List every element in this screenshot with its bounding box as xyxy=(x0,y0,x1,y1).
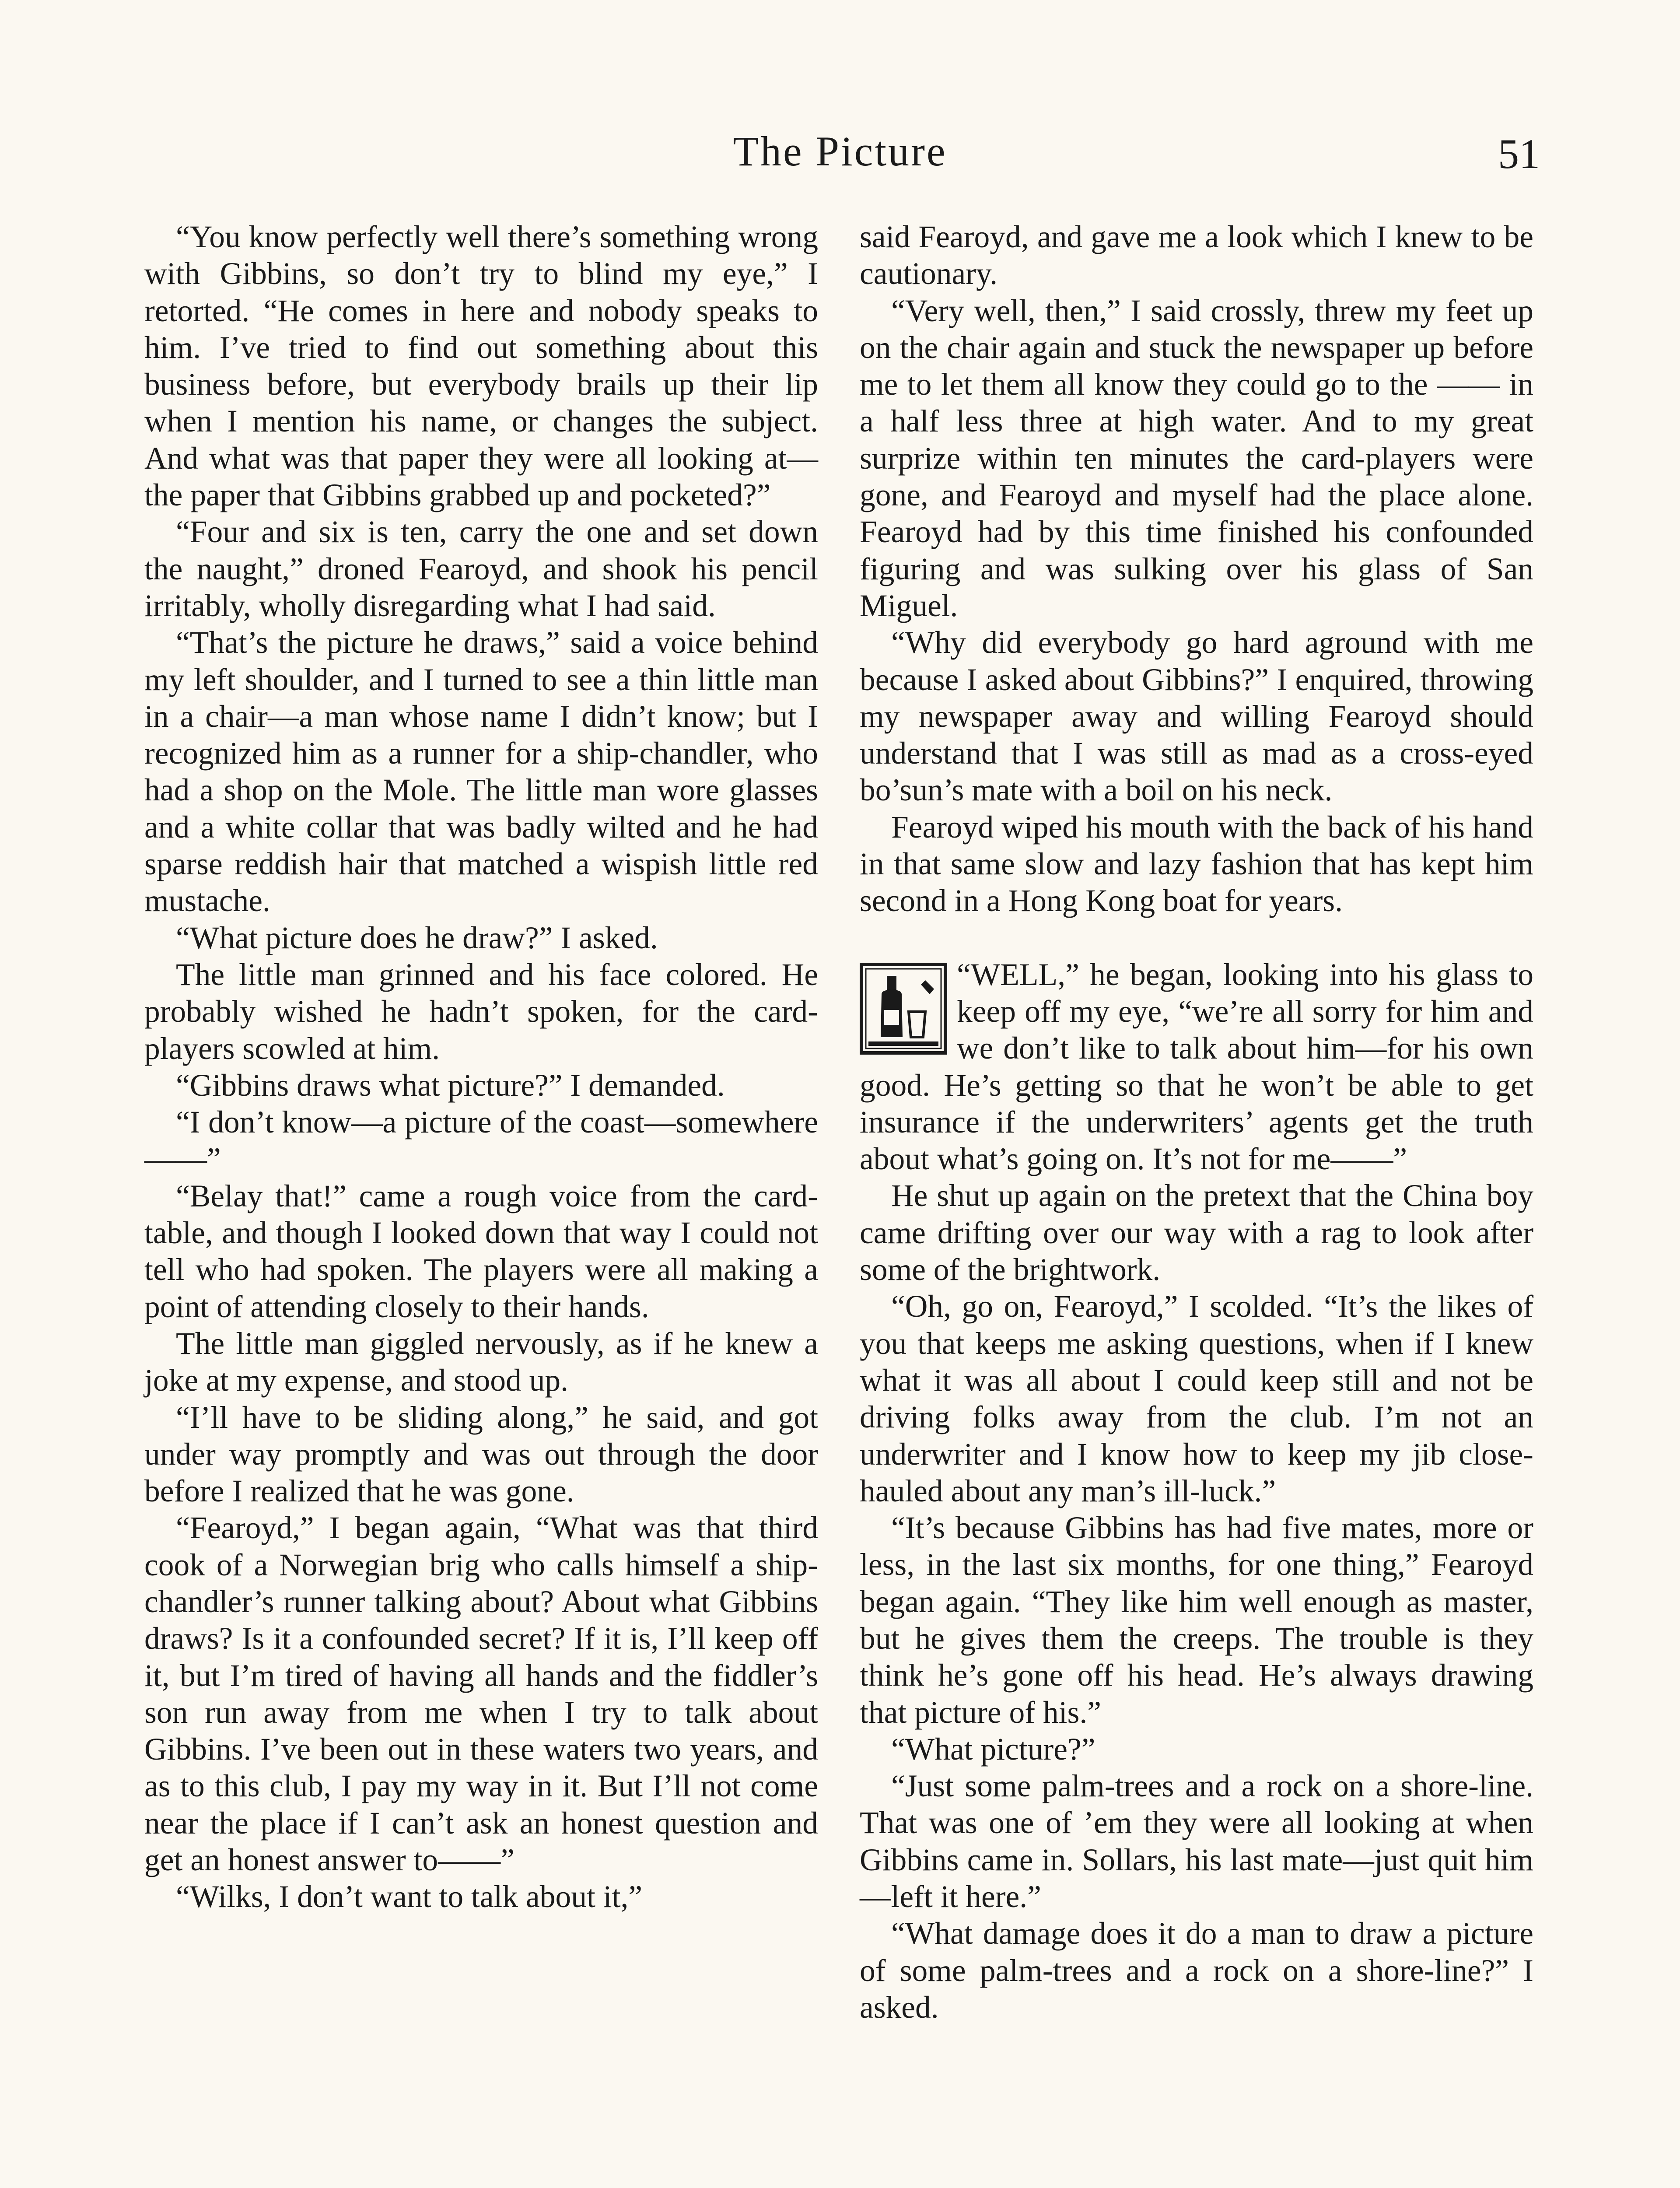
paragraph: “I’ll have to be sliding along,” he said, and got under way promptly and was out through the door before I realized that he was gone. xyxy=(144,1400,818,1509)
paragraph: “Just some palm-trees and a rock on a shore-line. That was one of ’em they were all looking at when Gibbins came in. Sollars, his last mate—just quit him—left it here.” xyxy=(860,1769,1533,1914)
paragraph: “Very well, then,” I said crossly, threw my feet up on the chair again and stuck the newspaper up before me to let them all know they could go to the —— in a half less three at high water. And to my great surprize within ten minutes the card-players were gone, and Fearoyd and myself had the place alone. Fearoyd had by this time finished his confounded figuring and was sulking over his glass of San Miguel. xyxy=(860,293,1533,623)
paragraph: “That’s the picture he draws,” said a voice behind my left shoulder, and I turned to see a thin little man in a chair—a man whose name I didn’t know; but I recognized him as a runner for a ship-chandler, who had a shop on the Mole. The little man wore glasses and a white collar that was badly wilted and he had sparse reddish hair that matched a wispish little red mustache. xyxy=(144,625,818,919)
paragraph: “I don’t know—a picture of the coast—somewhere——” xyxy=(144,1105,818,1177)
paragraph: “Fearoyd,” I began again, “What was that third cook of a Norwegian brig who calls himself a ship-chandler’s runner talking about? About what Gibbins draws? Is it a confounded secret? If it is, I’ll keep off it, but I’m tired of having all hands and the fiddler’s son run away from me when I try to talk about Gibbins. I’ve been out in these waters two years, and as to this club, I pay my way in it. But I’ll not come near the place if I can’t ask an honest question and get an honest answer to——” xyxy=(144,1511,818,1878)
paragraph: “Wilks, I don’t want to talk about it,” xyxy=(176,1879,643,1914)
paragraph: The little man giggled nervously, as if he knew a joke at my expense, and stood up. xyxy=(144,1326,818,1398)
section-break xyxy=(860,920,1533,957)
paragraph: “Four and six is ten, carry the one and set down the naught,” droned Fearoyd, and shook his pencil irritably, wholly disregarding what I had said. xyxy=(144,515,818,623)
paragraph: The little man grinned and his face colored. He probably wished he hadn’t spoken, for the card-players scowled at him. xyxy=(144,957,818,1066)
paragraph: “It’s because Gibbins has had five mates, more or less, in the last six months, for one thing,” Fearoyd began again. “They like him well enough as master, but he gives them the creeps. The trouble is they think he’s gone off his head. He’s always drawing that picture of his.” xyxy=(860,1511,1533,1730)
paragraph-continued: said Fearoyd, and gave me a look which I knew to be cautionary. xyxy=(860,220,1533,291)
paragraph: “Belay that!” came a rough voice from the card-table, and though I looked down that way I could not tell who had spoken. The players were all making a point of attending closely to their hands. xyxy=(144,1178,818,1324)
right-column xyxy=(860,219,1533,2026)
paragraph: He shut up again on the pretext that the China boy came drifting over our way with a rag to look after some of the brightwork. xyxy=(860,1178,1533,1287)
paragraph: Fearoyd wiped his mouth with the back of his hand in that same slow and lazy fashion that has kept him second in a Hong Kong boat for years. xyxy=(860,810,1533,919)
paragraph: “Why did everybody go hard aground with me because I asked about Gibbins?” I enquired, throwing my newspaper away and willing Fearoyd should understand that I was still as mad as a cross-eyed bo’sun’s mate with a boil on his neck. xyxy=(860,625,1533,808)
running-head: The Picture xyxy=(733,128,947,175)
paragraph: “Oh, go on, Fearoyd,” I scolded. “It’s the likes of you that keeps me asking questions, when if I knew what it was all about I could keep still and not be driving folks away from the club. I’m not an underwriter and I know how to keep my jib close-hauled about any man’s ill-luck.” xyxy=(860,1289,1533,1508)
page-header xyxy=(0,127,1680,188)
left-column xyxy=(144,219,818,1916)
paragraph: “Gibbins draws what picture?” I demanded. xyxy=(176,1068,725,1103)
page-number: 51 xyxy=(1498,130,1540,177)
bottle-and-glass-icon xyxy=(860,963,947,1055)
paragraph: “What picture?” xyxy=(891,1732,1096,1767)
paragraph: “What damage does it do a man to draw a picture of some palm-trees and a rock on a shore-line?” I asked. xyxy=(860,1916,1533,2025)
paragraph: “What picture does he draw?” I asked. xyxy=(176,920,658,955)
paragraph-drop-ornament: “WELL,” he began, looking into his glass to keep off my eye, “we’re all sorry for him and we don’t like to talk about him—for his own good. He’s getting so that he won’t be able to get insurance if the underwriters’ agents get the truth about what’s going on. It’s not for me——” xyxy=(860,957,1533,1177)
paragraph: “You know perfectly well there’s something wrong with Gibbins, so don’t try to blind my eye,” I retorted. “He comes in here and nobody speaks to him. I’ve tried to find out something about this business before, but everybody brails up their lip when I mention his name, or changes the subject. And what was that paper they were all looking at—the paper that Gibbins grabbed up and pocketed?” xyxy=(144,220,818,513)
